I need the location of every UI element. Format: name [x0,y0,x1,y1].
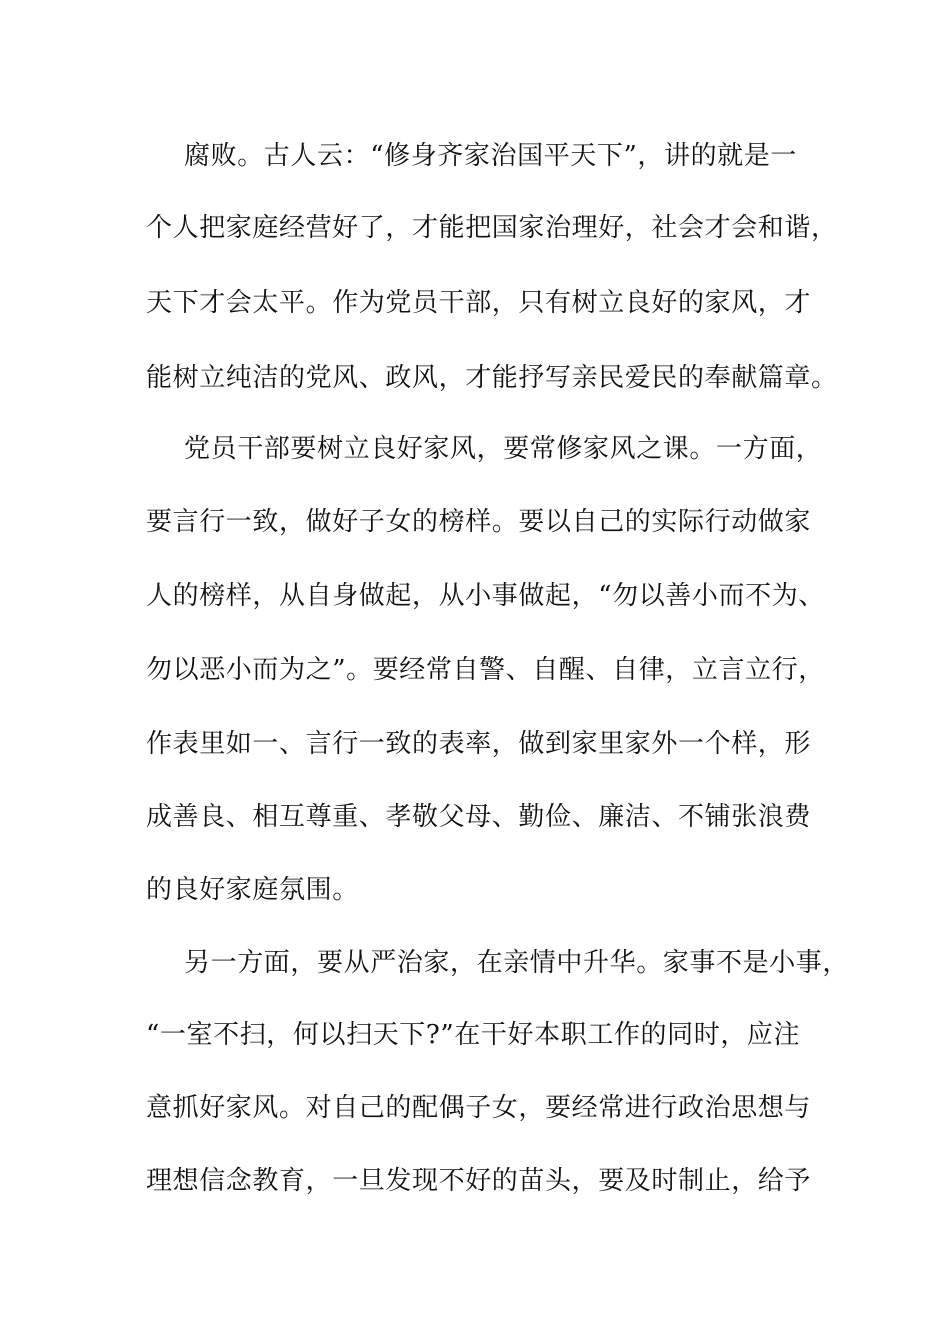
text-line-12: 另一方面，要从严治家，在亲情中升华。家事不是小事， [184,948,850,978]
text-line-4: 能树立纯洁的党风、政风，才能抒写亲民爱民的奉献篇章。 [146,363,838,393]
text-line-1: 腐败。古人云：“修身齐家治国平天下”，讲的就是一 [184,141,797,171]
text-line-8: 勿以恶小而为之”。要经常自警、自醒、自律，立言立行， [146,655,825,685]
text-line-10: 成善良、相互尊重、孝敬父母、勤俭、廉洁、不铺张浪费 [146,802,812,832]
text-line-14: 意抓好家风。对自己的配偶子女，要经常进行政治思想与 [146,1093,812,1123]
text-line-15: 理想信念教育，一旦发现不好的苗头，要及时制止，给予 [146,1166,812,1196]
text-line-11: 的良好家庭氛围。 [146,875,359,905]
text-line-6: 要言行一致，做好子女的榜样。要以自己的实际行动做家 [146,507,812,537]
text-line-2: 个人把家庭经营好了，才能把国家治理好，社会才会和谐， [146,213,838,243]
text-line-3: 天下才会太平。作为党员干部，只有树立良好的家风，才 [146,288,812,318]
text-line-9: 作表里如一、言行一致的表率，做到家里家外一个样，形 [146,729,812,759]
text-line-5: 党员干部要树立良好家风，要常修家风之课。一方面， [184,434,823,464]
text-line-7: 人的榜样，从自身做起，从小事做起，“勿以善小而不为、 [146,581,825,611]
text-line-13: “一室不扫，何以扫天下?”在干好本职工作的同时，应注 [146,1020,801,1050]
